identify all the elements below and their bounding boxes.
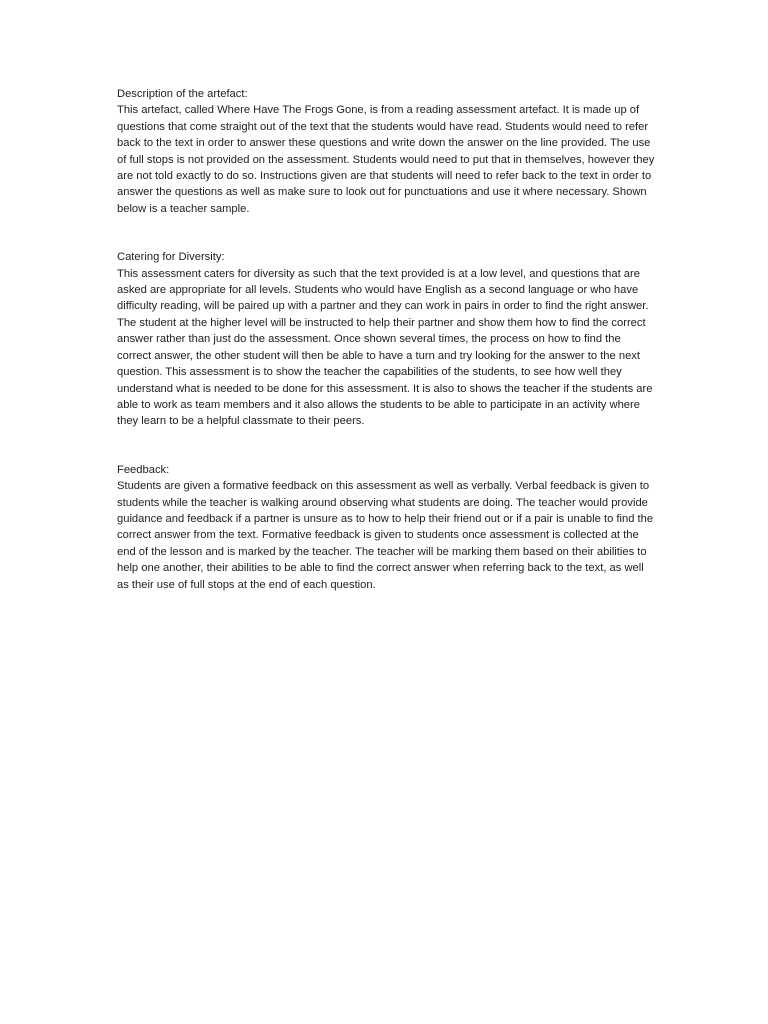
- section-heading: Description of the artefact:: [117, 88, 248, 100]
- section-body: This assessment caters for diversity as such that the text provided is at a low level, and questions that are asked are appropriate for all levels. Students who would have English as a second language or who have difficulty reading, will be paired up with a partner and they can work in pairs in order to find the right answer. The student at the higher level will be instructed to help their partner and show them how to find the correct answer rather than just do the assessment. Once shown several times, the process on how to find the correct answer, the other student will then be able to have a turn and try looking for the answer to the next question. This assessment is to show the teacher the capabilities of the students, to see how well they understand what is needed to be done for this assessment. It is also to shows the teacher if the students are able to work as team members and it also allows the students to be able to participate in an activity where they learn to be a helpful classmate to their peers.: [117, 267, 653, 428]
- section-diversity: [117, 249, 655, 429]
- section-description: [117, 86, 655, 217]
- section-heading: Catering for Diversity:: [117, 251, 225, 264]
- section-body: Students are given a formative feedback on this assessment as well as verbally. Verbal feedback is given to students while the teacher is walking around observing what students are doing. The teacher would provide guidance and feedback if a partner is unsure as to how to help their friend out or if a pair is unable to find the correct answer from the text. Formative feedback is given to students once assessment is collected at the end of the lesson and is marked by the teacher. The teacher will be marking them based on their abilities to help one another, their abilities to be able to find the correct answer when referring back to the text, as well as their use of full stops at the end of each question.: [117, 480, 654, 591]
- section-feedback: [117, 462, 655, 593]
- document-page: [117, 86, 655, 593]
- section-heading: Feedback:: [117, 463, 170, 476]
- section-body: This artefact, called Where Have The Frogs Gone, is from a reading assessment artefact. It is made up of questions that come straight out of the text that the students would have read. Students would need to refer back to the text in order to answer these questions and write down the answer on the line provided. The use of full stops is not provided on the assessment. Students would need to put that in themselves, however they are not told exactly to do so. Instructions given are that students will need to refer back to the text in order to answer the questions as well as make sure to look out for punctuations and use it where necessary. Shown below is a teacher sample.: [117, 104, 655, 215]
